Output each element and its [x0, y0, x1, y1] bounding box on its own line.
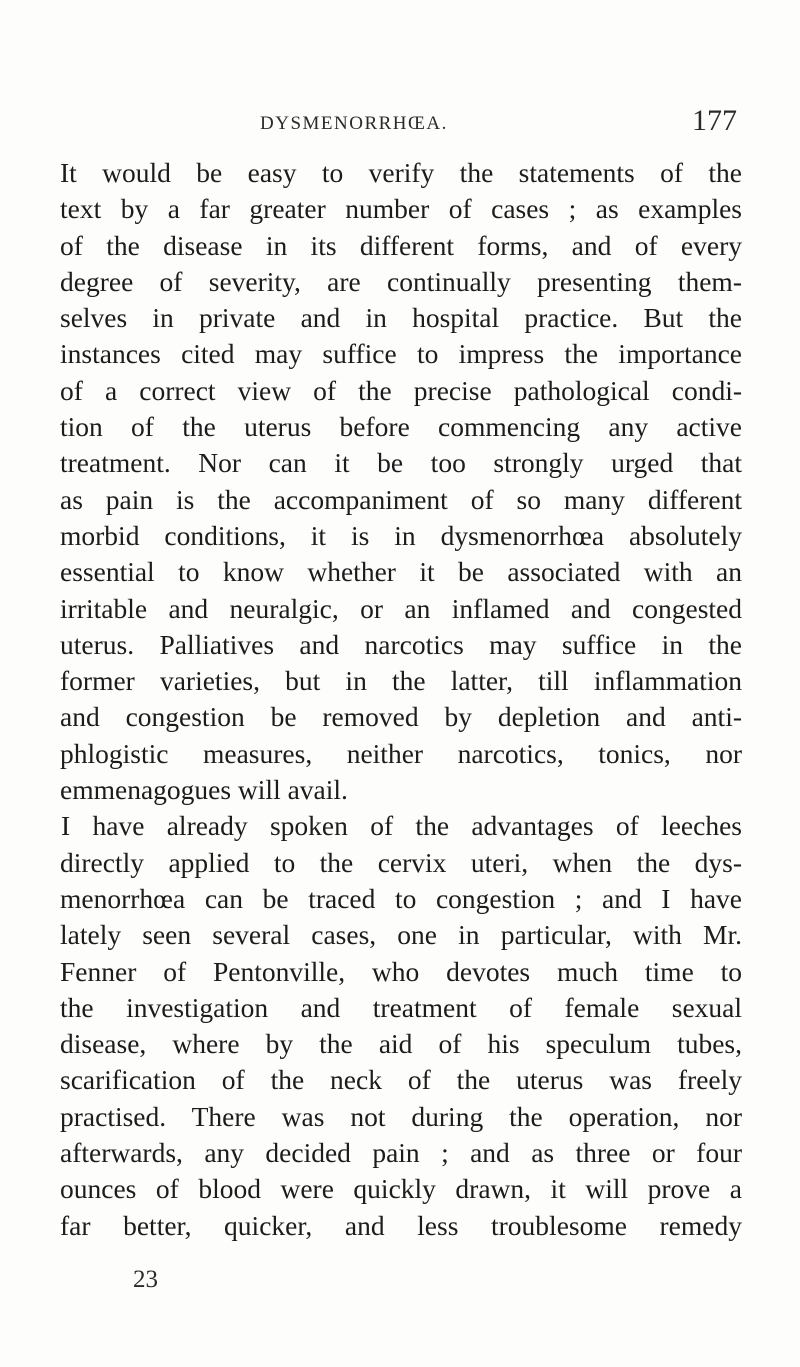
text-line: phlogistic measures, neither narcotics, tonics, nor — [60, 737, 742, 769]
text-line: practised. There was not during the operation, nor — [60, 1100, 742, 1132]
running-title: DYSMENORRHŒA. — [260, 113, 448, 134]
text-line: far better, quicker, and less troublesome remedy — [60, 1209, 742, 1241]
text-line: of a correct view of the precise pathological condi- — [60, 374, 742, 406]
paragraph-2 — [60, 808, 742, 1244]
text-line: afterwards, any decided pain ; and as three or four — [60, 1137, 742, 1169]
signature-mark: 23 — [133, 1266, 158, 1293]
text-line: directly applied to the cervix uteri, when the dys- — [60, 846, 742, 878]
text-line: emmenagogues will avail. — [60, 774, 348, 806]
text-line: the investigation and treatment of female sexual — [60, 991, 742, 1023]
text-line: lately seen several cases, one in particular, with Mr. — [60, 919, 742, 951]
text-line: former varieties, but in the latter, till inflammation — [60, 665, 742, 697]
text-line: essential to know whether it be associated with an — [60, 556, 742, 588]
text-line: uterus. Palliatives and narcotics may suffice in the — [60, 628, 742, 660]
text-line: treatment. Nor can it be too strongly urged that — [60, 447, 742, 479]
text-line: morbid conditions, it is in dysmenorrhœa absolutely — [60, 519, 742, 551]
text-line: menorrhœa can be traced to congestion ; and I have — [60, 882, 742, 914]
text-line: irritable and neuralgic, or an inflamed and congested — [60, 592, 742, 624]
text-line: of the disease in its different forms, and of every — [60, 229, 742, 261]
text-line: Fenner of Pentonville, who devotes much time to — [60, 955, 742, 987]
text-line: degree of severity, are continually presenting them- — [60, 265, 742, 297]
text-line: It would be easy to verify the statements of the — [60, 157, 742, 188]
text-line: scarification of the neck of the uterus was freely — [60, 1064, 742, 1096]
running-head — [60, 104, 740, 144]
text-line: ounces of blood were quickly drawn, it will prove a — [60, 1173, 742, 1205]
text-line: text by a far greater number of cases ; as examples — [60, 193, 742, 225]
text-line: disease, where by the aid of his speculum tubes, — [60, 1028, 742, 1060]
text-line: selves in private and in hospital practice. But the — [60, 302, 742, 334]
text-line: and congestion be removed by depletion and anti- — [60, 701, 742, 733]
paragraph-1 — [60, 155, 742, 808]
text-line: as pain is the accompaniment of so many different — [60, 483, 742, 515]
text-line: instances cited may suffice to impress the importance — [60, 338, 742, 370]
body-text — [60, 155, 742, 1244]
page-number: 177 — [692, 104, 737, 137]
text-line: I have already spoken of the advantages of leeches — [61, 810, 742, 842]
text-line: tion of the uterus before commencing any active — [60, 411, 742, 443]
